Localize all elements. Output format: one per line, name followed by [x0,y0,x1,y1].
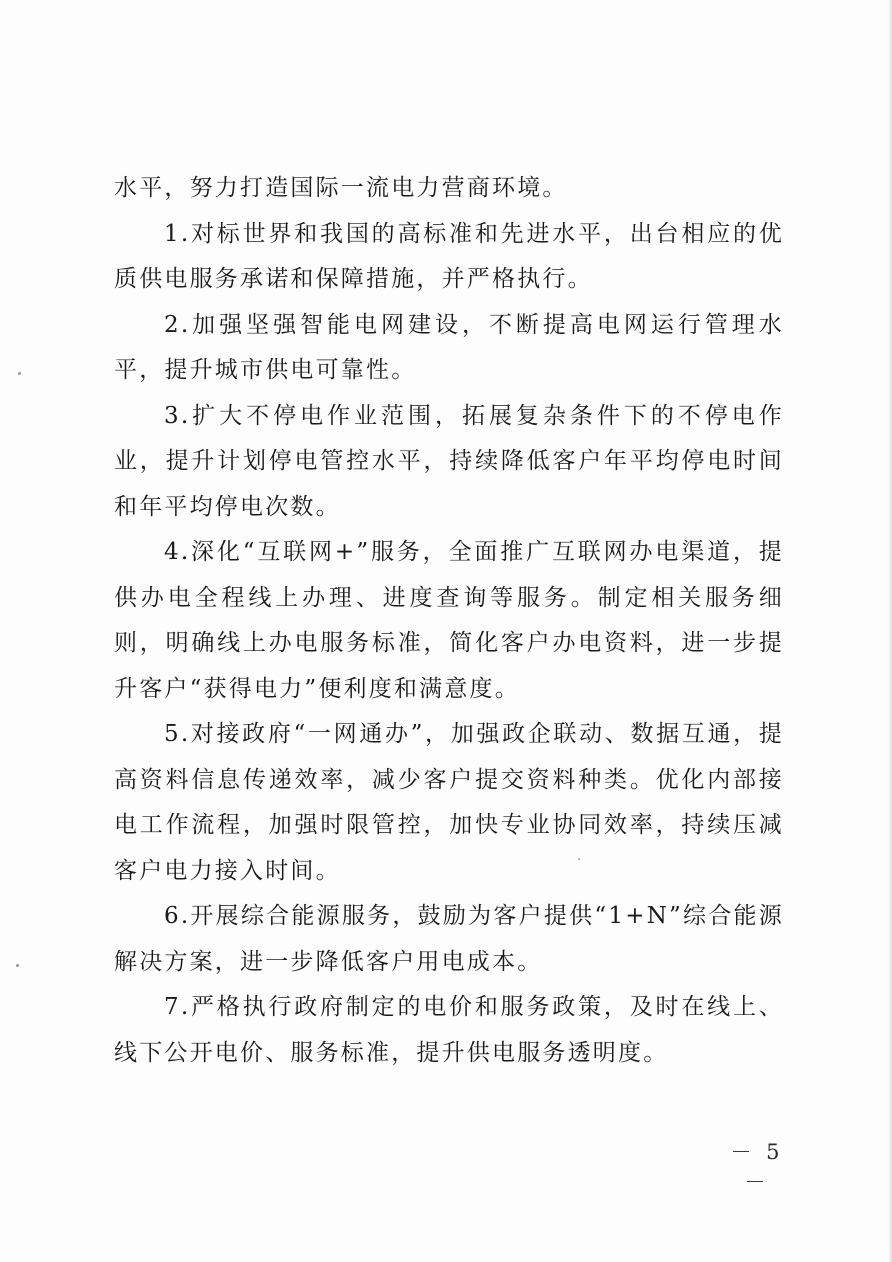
paragraph-item-3: 3.扩大不停电作业范围，拓展复杂条件下的不停电作业，提升计划停电管控水平，持续降低客户年平均停电时间和年平均停电次数。 [114,402,784,520]
document-body [114,166,784,1076]
scan-speck [16,964,19,967]
paragraph-continuation: 水平，努力打造国际一流电力营商环境。 [114,175,568,201]
paragraph-item-7: 7.严格执行政府制定的电价和服务政策，及时在线上、线下公开电价、服务标准，提升供电服务透明度。 [114,994,784,1066]
scan-speck [18,372,21,375]
paragraph-item-2: 2.加强坚强智能电网建设，不断提高电网运行管理水平，提升城市供电可靠性。 [114,311,784,383]
paragraph-item-4: 4.深化“互联网+”服务，全面推广互联网办电渠道，提供办电全程线上办理、进度查询等服务。制定相关服务细则，明确线上办电服务标准，简化客户办电资料，进一步提升客户“获得电力”便利度和满意度。 [114,539,784,702]
page-number: － 5 － [730,1140,784,1194]
paragraph-item-5: 5.对接政府“一网通办”，加强政企联动、数据互通，提高资料信息传递效率，减少客户提交资料种类。优化内部接电工作流程，加强时限管控，加快专业协同效率，持续压减客户电力接入时间。 [114,721,784,884]
paragraph-item-6: 6.开展综合能源服务，鼓励为客户提供“1+N”综合能源解决方案，进一步降低客户用电成本。 [114,903,784,975]
paragraph-item-1: 1.对标世界和我国的高标准和先进水平，出台相应的优质供电服务承诺和保障措施，并严格执行。 [114,220,784,292]
